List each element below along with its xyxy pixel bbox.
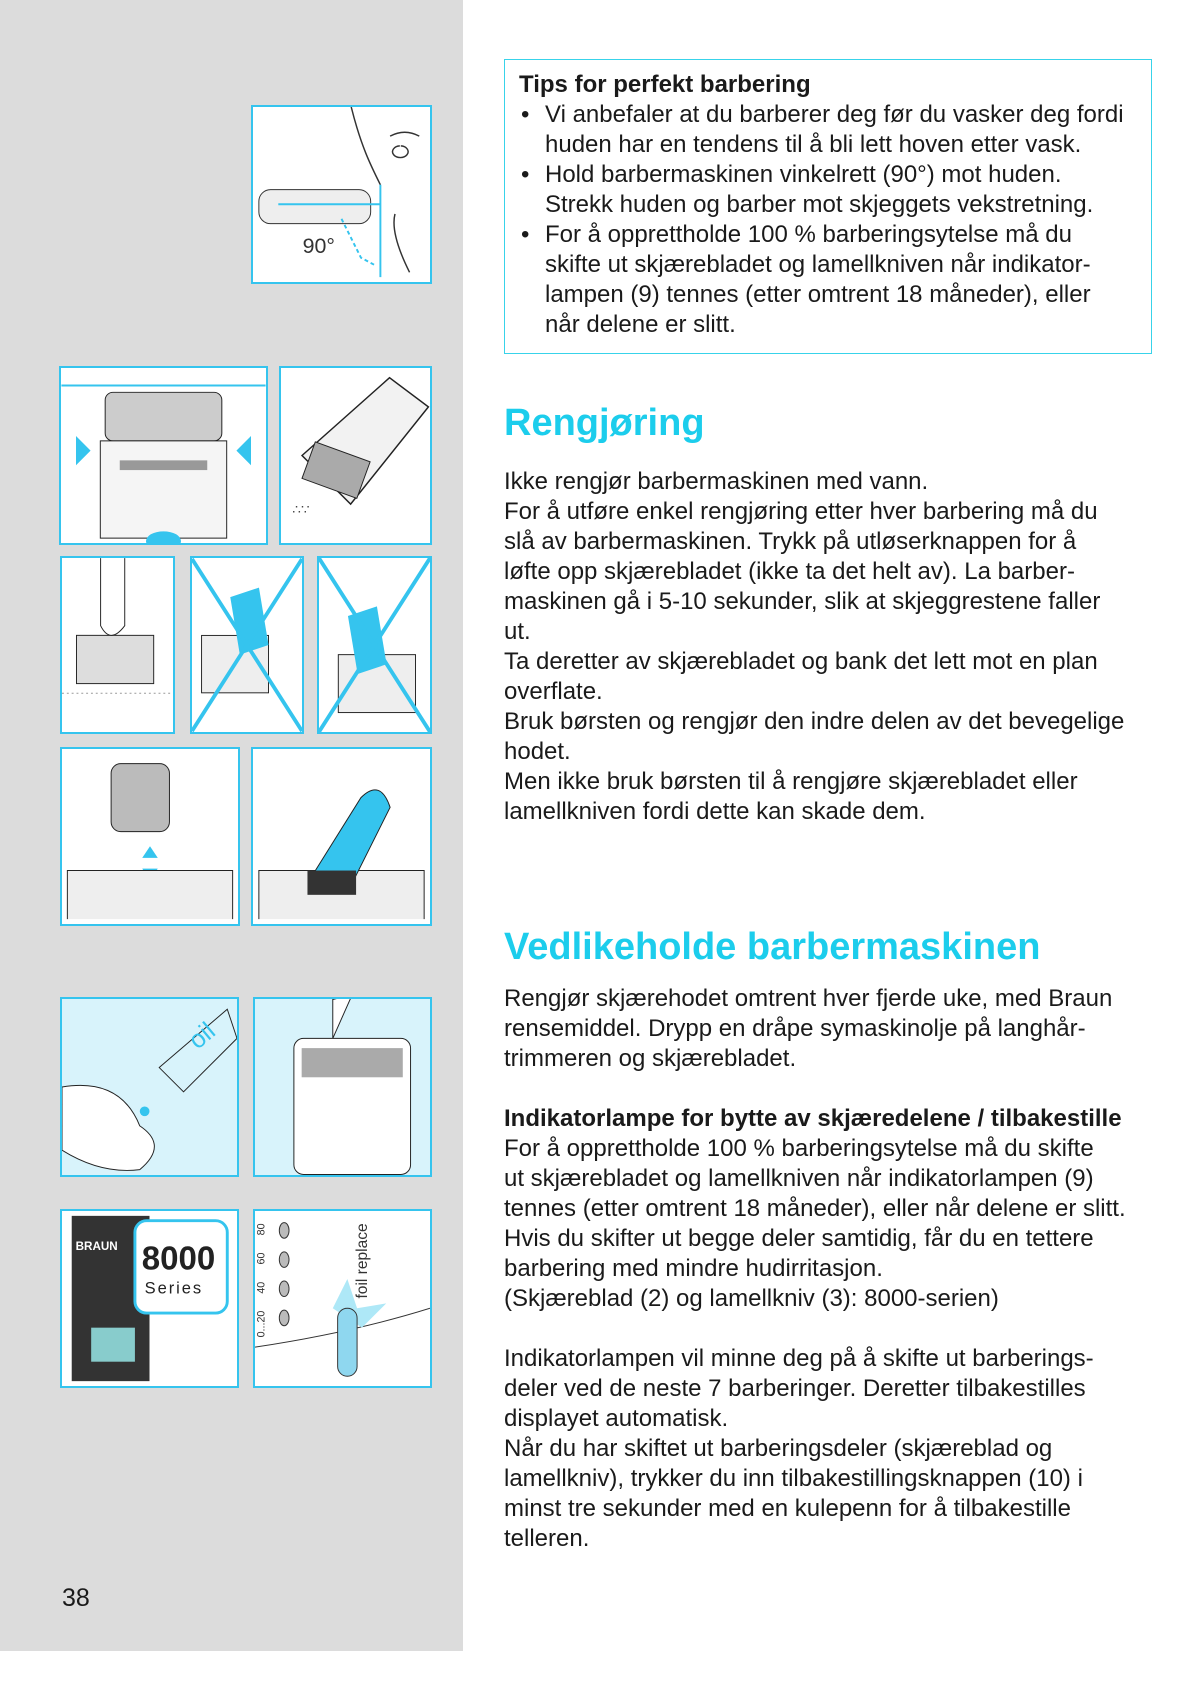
figure-shaving-angle xyxy=(251,105,432,284)
figure-brush-head xyxy=(251,747,432,926)
figure-no-brush-foil xyxy=(190,556,304,734)
page-number: 38 xyxy=(62,1584,90,1612)
figure-8000-series-pack xyxy=(60,1209,239,1388)
maintenance-text: Rengjør skjærehodet omtrent hver fjerde uke, med Braun rensemiddel. Drypp en dråpe symaskinolje på langhår- trimmeren og skjærebladet. xyxy=(504,985,1113,1072)
figure-no-brush-cutter xyxy=(317,556,432,734)
brand-logo: BRAUN xyxy=(75,1239,118,1253)
reset-text: Indikatorlampen vil minne deg på å skifte ut barberings- deler ved de neste 7 barberinger. Deretter tilbakestilles displayet automatisk. Når du har skiftet ut barberingsdeler (skjæreblad og lamellkniv), trykker du inn tilbakestillingsknappen (10) i minst tre sekunder med en kulepenn for å tilbakestille telleren. xyxy=(504,1345,1094,1552)
figure-tap-foil xyxy=(60,556,175,734)
tips-title: Tips for perfekt barbering xyxy=(519,71,811,98)
indicator-text: For å opprettholde 100 % barberingsytelse må du skifte ut skjærebladet og lamellkniven når indikatorlampen (9) tennes (etter omtrent 18 måneder), eller når delene er slitt. Hvis du skifter ut begge deler samtidig, får du en tettere barbering med mindre hudirritasjon. (Skjæreblad (2) og lamellkniv (3): 8000-serien) xyxy=(504,1135,1126,1312)
figure-remove-cutter xyxy=(60,747,240,926)
cleaning-heading: Rengjøring xyxy=(504,402,705,444)
tip-item: • Hold barbermaskinen vinkelrett (90°) mot huden. Strekk huden og barber mot skjeggets vekstretning. xyxy=(519,160,1137,220)
maintenance-heading: Vedlikeholde barbermaskinen xyxy=(504,926,1041,968)
angle-label: 90° xyxy=(302,233,335,258)
tip-item: • For å opprettholde 100 % barberingsytelse må du skifte ut skjærebladet og lamellkniven når indikator- lampen (9) tennes (etter omtrent 18 måneder), eller når delene er slitt. xyxy=(519,220,1137,340)
series-label: Series xyxy=(144,1278,204,1298)
scale-label: 80 xyxy=(255,1223,268,1236)
svg-text:∴∵: ∴∵ xyxy=(292,501,310,517)
figure-oil-drop xyxy=(60,997,239,1177)
tips-list xyxy=(519,100,1137,340)
scale-label: 60 xyxy=(255,1252,268,1265)
scale-label: 0...20 xyxy=(255,1310,268,1338)
figure-oil-foil xyxy=(253,997,432,1177)
scale-label: 40 xyxy=(255,1281,268,1294)
foil-replace-label: foil replace xyxy=(353,1223,371,1299)
figure-release-foil xyxy=(59,366,268,545)
oil-label: oil xyxy=(183,1016,221,1055)
figure-indicator-display xyxy=(253,1209,432,1388)
tips-box xyxy=(504,59,1152,354)
tip-item: • Vi anbefaler at du barberer deg før du vasker deg fordi huden har en tendens til å bli lett hoven etter vask. xyxy=(519,100,1137,160)
model-number: 8000 xyxy=(141,1240,216,1278)
figure-tap-out xyxy=(279,366,432,545)
indicator-subheading: Indikatorlampe for bytte av skjæredelene / tilbakestille xyxy=(504,1105,1122,1132)
cleaning-text: Ikke rengjør barbermaskinen med vann. For å utføre enkel rengjøring etter hver barbering må du slå av barbermaskinen. Trykk på utløserknappen for å løfte opp skjærebladet (ikke ta det helt av). La barber- maskinen gå i 5-10 sekunder, slik at skjeggrestene faller ut. Ta deretter av skjærebladet og bank det lett mot en plan overflate. Bruk børsten og rengjør den indre delen av det bevegelige hodet. Men ikke bruk børsten til å rengjøre skjærebladet eller lamellkniven fordi dette kan skade dem. xyxy=(504,468,1125,825)
